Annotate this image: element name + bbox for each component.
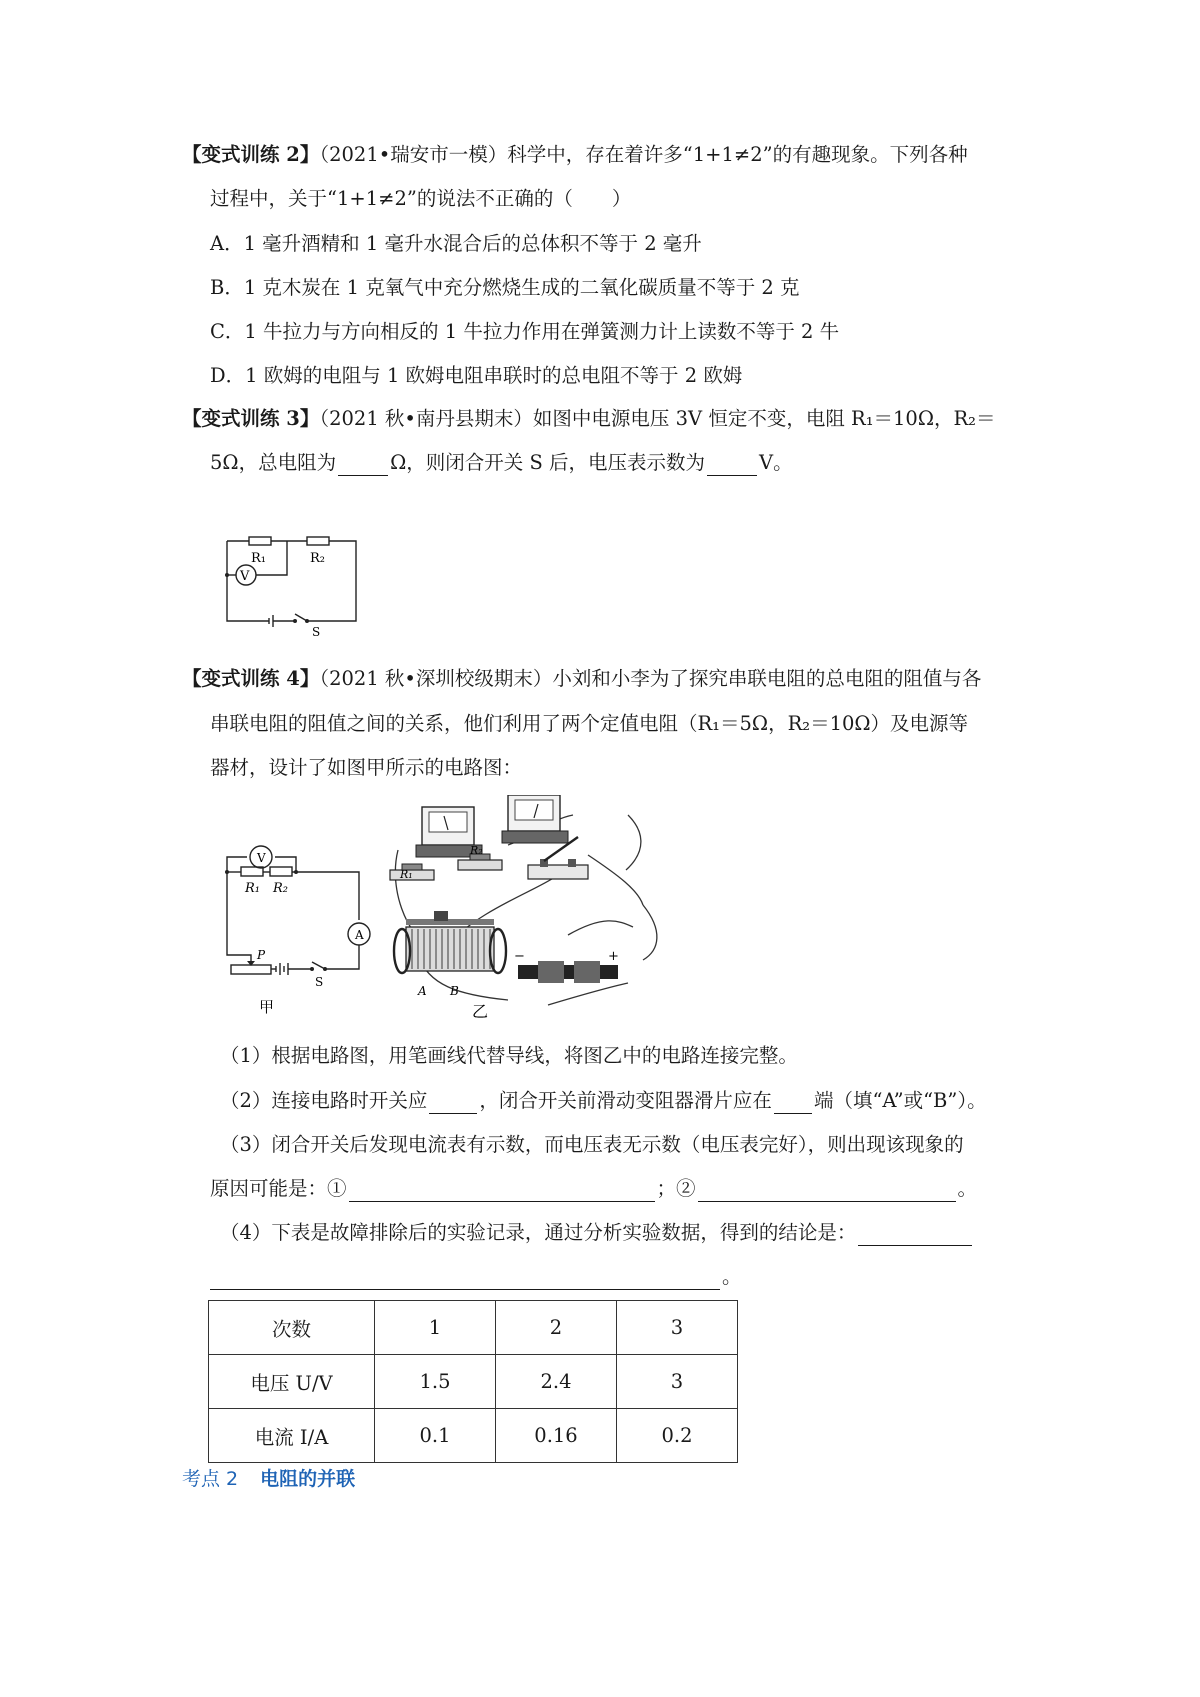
slider-end-blank[interactable]	[774, 1093, 812, 1114]
section-title: 电阻的并联	[260, 1468, 356, 1490]
table-cell: 1	[375, 1301, 496, 1355]
table-cell: 次数	[209, 1301, 375, 1355]
r2-label: R₂	[310, 551, 325, 566]
table-cell: 电压 U/V	[209, 1355, 375, 1409]
conclusion-blank-1[interactable]	[858, 1225, 972, 1246]
ammeter-device	[502, 795, 568, 843]
exercise-2-line-2: 过程中，关于“1+1≠2”的说法不正确的（ ）	[210, 187, 632, 210]
voltmeter-symbol-label: V	[240, 569, 250, 584]
figure-a-caption: 甲	[259, 998, 275, 1016]
reason-2-blank[interactable]	[698, 1181, 956, 1202]
table-cell: 0.16	[496, 1409, 617, 1463]
table-cell: 0.2	[617, 1409, 738, 1463]
rheostat-terminal-a-label: A	[418, 984, 427, 998]
switch-state-blank[interactable]	[429, 1093, 477, 1114]
r1-label: R₁	[251, 551, 266, 566]
exercise-2-option-b: B．1 克木炭在 1 克氧气中充分燃烧生成的二氧化碳质量不等于 2 克	[210, 276, 800, 299]
figure-b-caption: 乙	[472, 1002, 489, 1021]
table-row	[209, 1355, 738, 1409]
exercise-3-line-1: 【变式训练 3】（2021 秋•南丹县期末）如图中电源电压 3V 恒定不变，电阻 R₁＝10Ω，R₂＝	[182, 407, 996, 430]
rheostat-terminal-b-label: B	[450, 984, 459, 998]
schematic-r2-label: R₂	[273, 881, 288, 896]
question-3-line-1: （3）闭合开关后发现电流表有示数，而电压表无示数（电压表完好），则出现该现象的	[220, 1133, 964, 1156]
battery-plus-label: +	[608, 949, 619, 964]
conclusion-blank-2[interactable]	[210, 1269, 720, 1290]
voltmeter-reading-blank[interactable]	[707, 455, 757, 476]
apparatus-r1-label: R₁	[400, 868, 413, 881]
exercise-4-line-1: 【变式训练 4】（2021 秋•深圳校级期末）小刘和小李为了探究串联电阻的总电阻的阻值与各	[182, 667, 982, 690]
exercise-2-option-c: C．1 牛拉力与方向相反的 1 牛拉力作用在弹簧测力计上读数不等于 2 牛	[210, 320, 840, 343]
table-cell: 2	[496, 1301, 617, 1355]
exercise-2-line-1: 【变式训练 2】（2021•瑞安市一模）科学中，存在着许多“1+1≠2”的有趣现象。下列各种	[182, 143, 968, 166]
table-cell: 电流 I/A	[209, 1409, 375, 1463]
exercise-3-tag: 【变式训练 3】	[182, 407, 320, 430]
table-row	[209, 1409, 738, 1463]
battery-minus-label: −	[514, 949, 525, 964]
exercise-4-tag: 【变式训练 4】	[182, 667, 320, 690]
exercise-4-circuit-schematic	[215, 822, 375, 1017]
table-cell: 3	[617, 1301, 738, 1355]
switch-label: S	[312, 625, 321, 639]
exercise-4-line-2: 串联电阻的阻值之间的关系，他们利用了两个定值电阻（R₁＝5Ω，R₂＝10Ω）及电源等	[210, 712, 969, 735]
reason-1-blank[interactable]	[349, 1181, 655, 1202]
schematic-slider-label: P	[257, 948, 266, 962]
exercise-3-circuit-diagram	[215, 535, 395, 640]
question-1: （1）根据电路图，用笔画线代替导线，将图乙中的电路连接完整。	[220, 1044, 798, 1067]
table-cell: 1.5	[375, 1355, 496, 1409]
question-4-continuation: 。	[210, 1264, 742, 1290]
experiment-data-table	[208, 1300, 738, 1463]
table-cell: 3	[617, 1355, 738, 1409]
section-label: 考点 2	[182, 1468, 239, 1490]
battery-device	[518, 961, 618, 983]
exercise-4-apparatus-drawing	[388, 795, 678, 1025]
question-3-line-2: 原因可能是：① ；② 。	[210, 1177, 978, 1200]
table-cell: 0.1	[375, 1409, 496, 1463]
section-heading	[182, 1466, 355, 1492]
exercise-2-option-d: D．1 欧姆的电阻与 1 欧姆电阻串联时的总电阻不等于 2 欧姆	[210, 364, 743, 387]
total-resistance-blank[interactable]	[338, 455, 388, 476]
exercise-3-line-2: 5Ω，总电阻为 Ω，则闭合开关 S 后，电压表示数为 V。	[210, 451, 793, 474]
exercise-4-line-3: 器材，设计了如图甲所示的电路图：	[210, 756, 523, 779]
schematic-voltmeter-label: V	[257, 851, 266, 865]
question-4: （4）下表是故障排除后的实验记录，通过分析实验数据，得到的结论是：	[220, 1220, 974, 1246]
question-2: （2）连接电路时开关应 ，闭合开关前滑动变阻器滑片应在 端（填“A”或“B”）。	[220, 1089, 987, 1112]
apparatus-r2-label: R₂	[470, 844, 483, 857]
table-header-row	[209, 1301, 738, 1355]
exercise-2-tag: 【变式训练 2】	[182, 143, 320, 166]
exercise-2-option-a: A．1 毫升酒精和 1 毫升水混合后的总体积不等于 2 毫升	[210, 232, 702, 255]
schematic-switch-label: S	[315, 975, 324, 989]
schematic-ammeter-label: A	[355, 928, 364, 942]
table-cell: 2.4	[496, 1355, 617, 1409]
rheostat-device	[394, 911, 506, 973]
schematic-r1-label: R₁	[245, 881, 260, 896]
